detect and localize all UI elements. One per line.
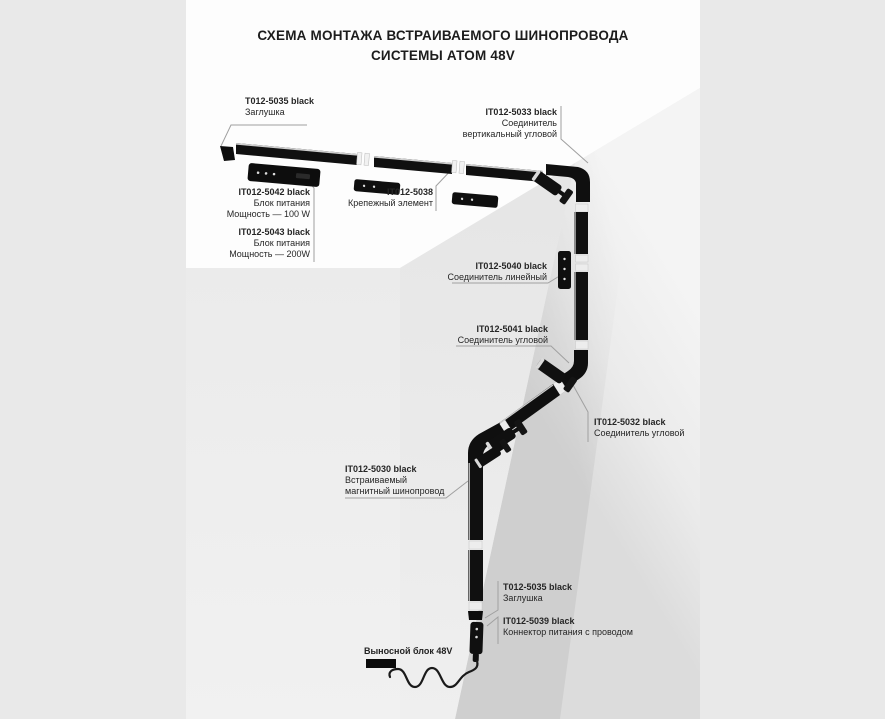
label-endcap-bottom <box>503 582 572 604</box>
label-corner-connector-2 <box>594 417 684 439</box>
label-power-connector <box>503 616 633 638</box>
page-title <box>186 26 700 66</box>
part-desc: Соединитель угловой <box>457 335 548 345</box>
track-connector-white <box>576 264 589 271</box>
track-segment <box>574 212 588 254</box>
label-psu-200w <box>190 227 310 260</box>
track-segment <box>468 463 483 540</box>
part-desc: Мощность — 200W <box>229 249 310 259</box>
label-vertical-corner-connector <box>437 107 557 140</box>
part-number: IT012-5041 black <box>476 324 548 334</box>
part-desc: Соединитель угловой <box>594 428 685 438</box>
track-segment <box>468 550 483 601</box>
label-fastener <box>313 187 433 209</box>
part-desc: Заглушка <box>245 107 285 117</box>
part-desc: магнитный шинопровод <box>345 486 445 496</box>
part-desc: Блок питания <box>253 198 310 208</box>
part-number: IT012-5039 black <box>503 616 575 626</box>
part-desc: вертикальный угловой <box>462 129 557 139</box>
part-desc: Крепежный элемент <box>348 198 433 208</box>
part-desc: Соединитель линейный <box>447 272 547 282</box>
part-number: T012-5035 black <box>245 96 315 106</box>
track-connector-white <box>469 541 482 549</box>
track-connector-white <box>576 341 589 349</box>
part-desc: Заглушка <box>503 593 543 603</box>
track-connector-white <box>469 602 482 610</box>
track-connector-white <box>576 255 589 262</box>
track-connector-white <box>576 204 589 212</box>
remote-power-block <box>366 659 396 668</box>
linear-connector-plate <box>558 251 571 289</box>
track-segment <box>574 272 588 340</box>
part-number: IT012-5038 <box>386 187 433 197</box>
part-number: T012-5035 black <box>503 582 573 592</box>
part-number: IT012-5040 black <box>475 261 547 271</box>
label-linear-connector <box>427 261 547 283</box>
part-desc: Мощность — 100 W <box>226 209 310 219</box>
endcap-bottom <box>468 611 483 620</box>
label-endcap-top <box>245 96 314 118</box>
part-number: IT012-5042 black <box>238 187 310 197</box>
part-desc: Соединитель <box>501 118 557 128</box>
label-psu-100w <box>190 187 310 220</box>
part-number: IT012-5033 black <box>485 107 557 117</box>
title-line-2: СИСТЕМЫ АТОМ 48V <box>370 48 516 63</box>
label-remote-block: Выносной блок 48V <box>364 646 453 656</box>
title-line-1: СХЕМА МОНТАЖА ВСТРАИВАЕМОГО ШИНОПРОВОДА <box>257 28 629 43</box>
part-number: IT012-5030 black <box>345 464 417 474</box>
part-desc: Коннектор питания с проводом <box>503 627 633 637</box>
part-number: IT012-5043 black <box>238 227 310 237</box>
label-corner-connector-1 <box>428 324 548 346</box>
label-recessed-track <box>345 464 444 497</box>
part-number: IT012-5032 black <box>594 417 666 427</box>
part-desc: Встраиваемый <box>345 475 408 485</box>
part-desc: Блок питания <box>253 238 310 248</box>
